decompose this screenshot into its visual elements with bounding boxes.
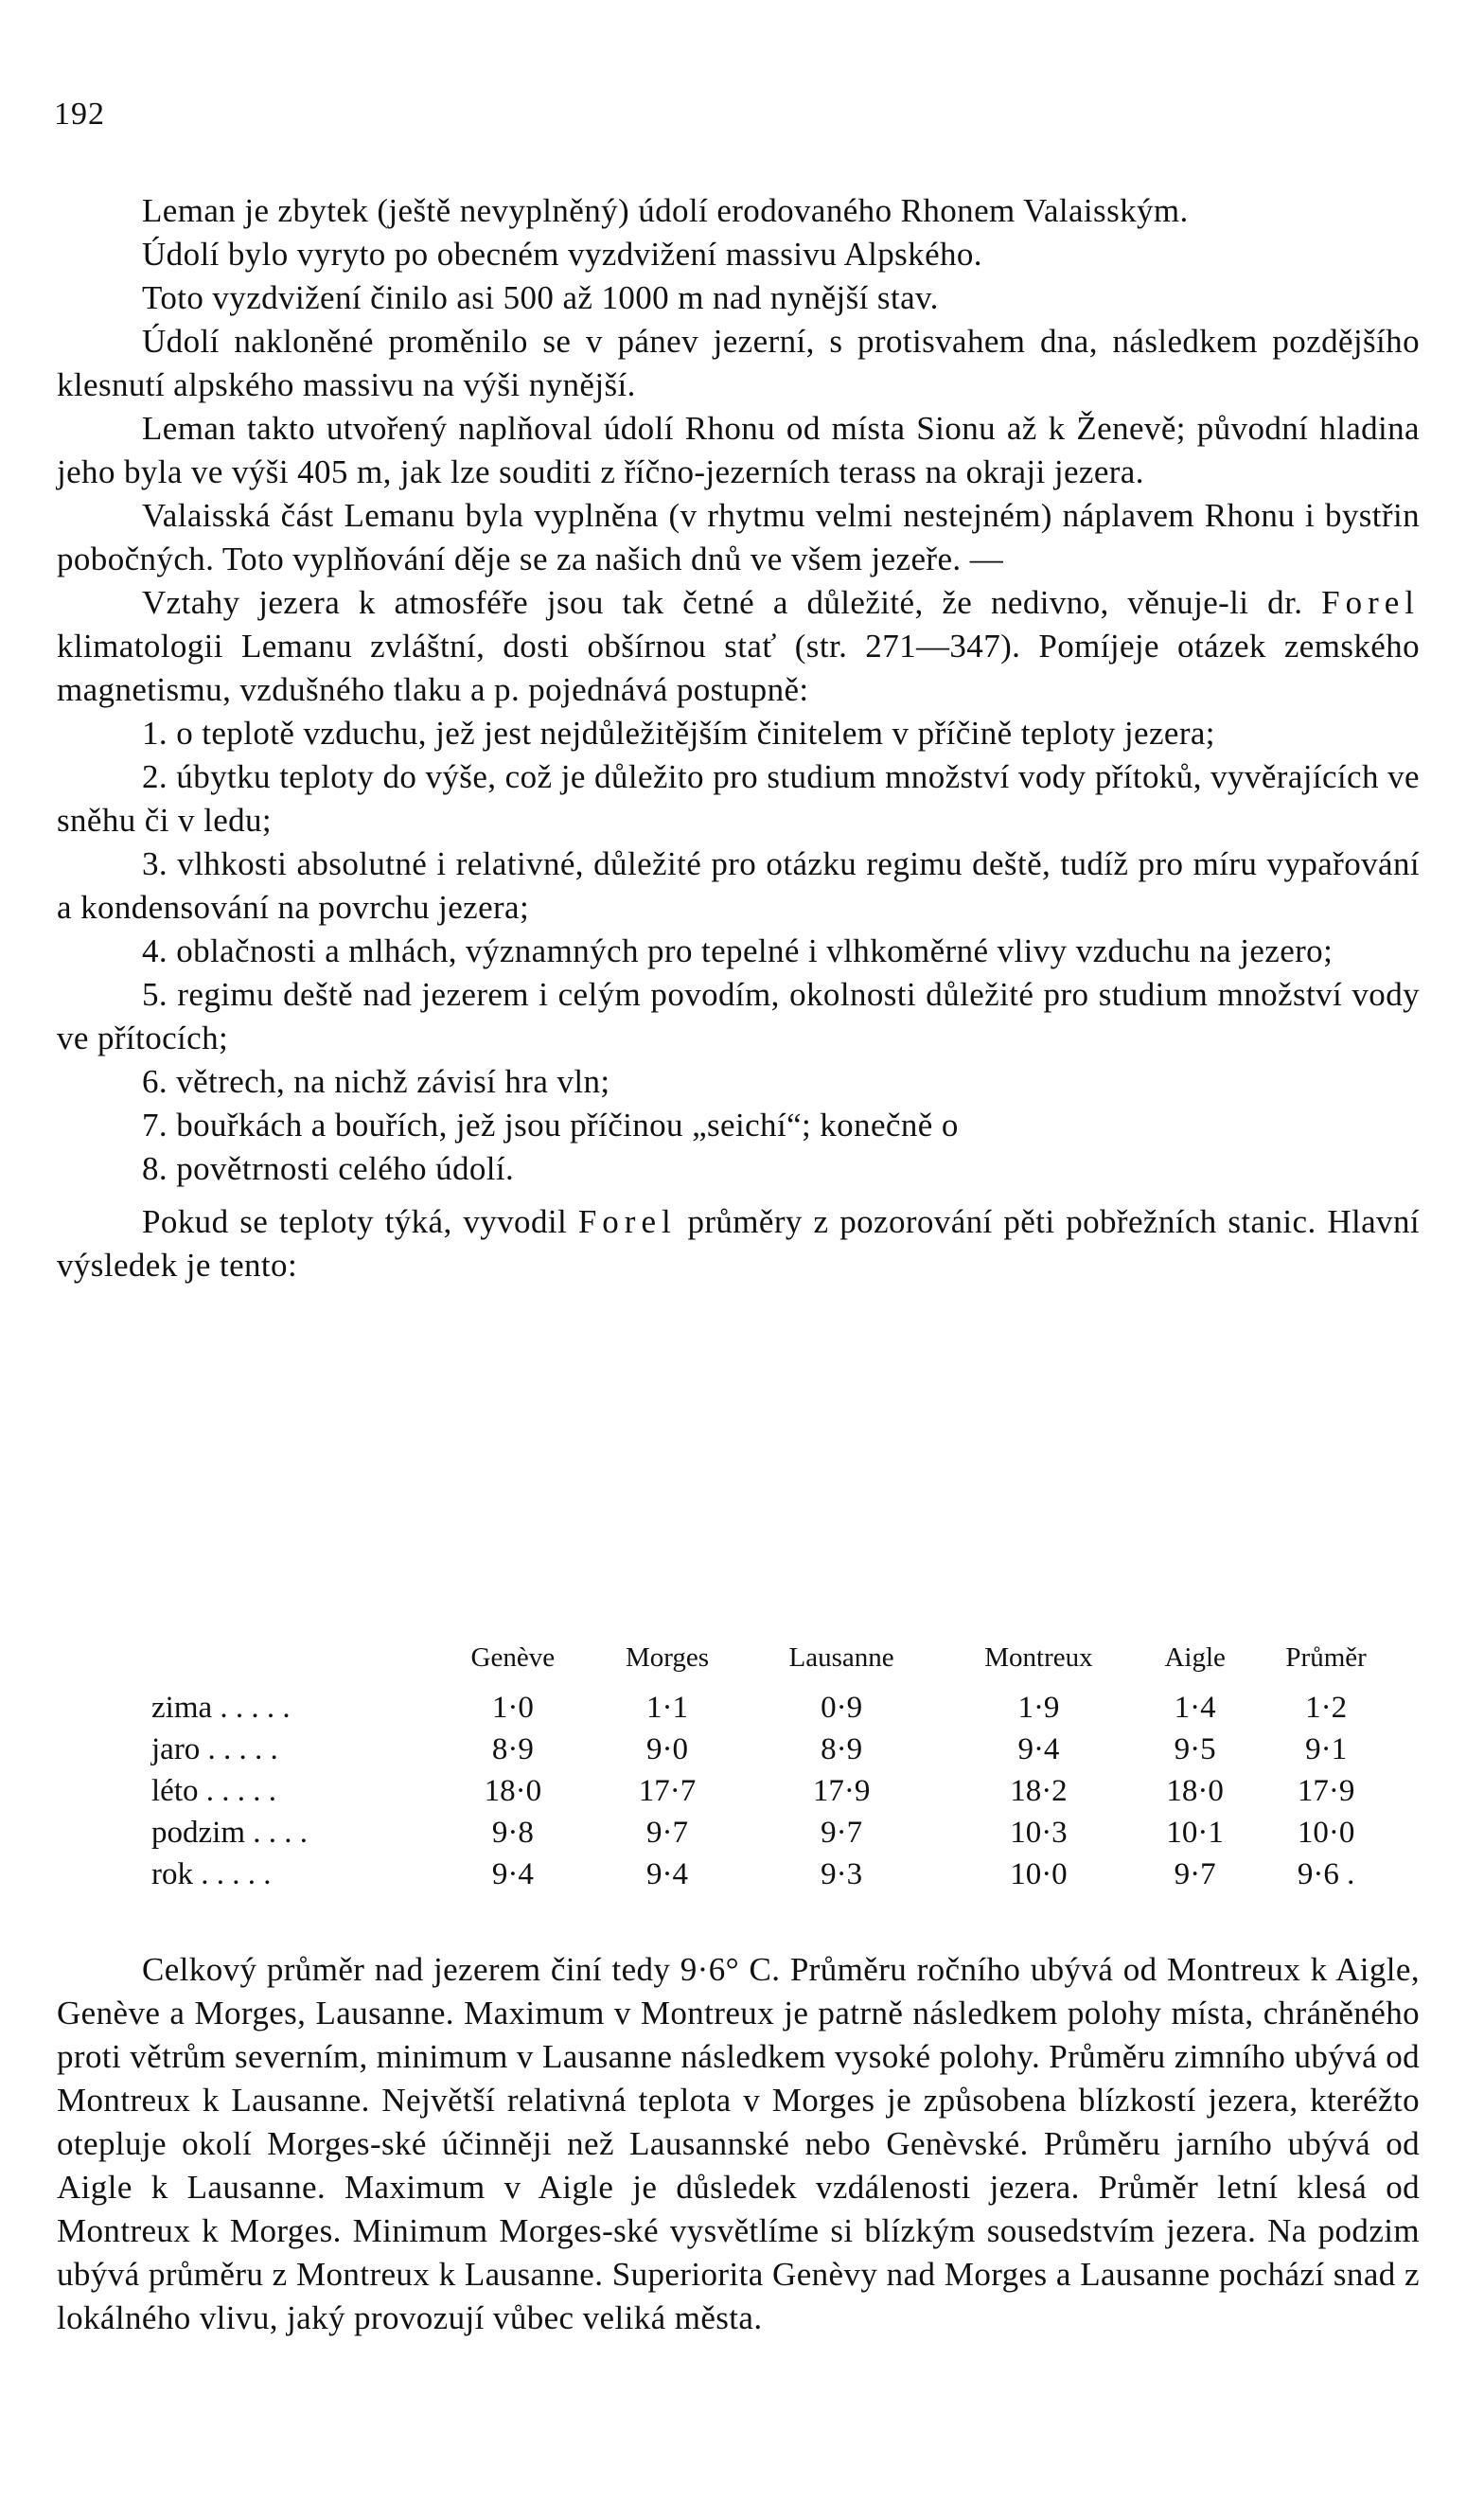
table-cell: 9·7 <box>821 1815 863 1850</box>
table-cell: 18·2 <box>1010 1773 1068 1808</box>
author-name: Forel <box>577 1203 677 1240</box>
list-item: 4. oblačnosti a mlhách, významných pro tepelné i vlhkoměrné vlivy vzduchu na jezero; <box>142 932 1334 969</box>
paragraph-text: klimatologii Lemanu zvláštní, dosti obšírnou stať (str. 271—347). Pomíjeje otázek zemského magnetismu, vzdušného tlaku a p. pojednává postupně: <box>57 628 1420 708</box>
column-header: Genève <box>470 1642 556 1673</box>
table-cell: 10·3 <box>1010 1815 1068 1850</box>
table-row <box>151 1854 1401 1895</box>
table-cell: 9·4 <box>646 1856 689 1891</box>
table-cell: 1·4 <box>1174 1690 1216 1725</box>
table-header-row <box>151 1642 1401 1687</box>
table-cell: 17·9 <box>812 1773 871 1808</box>
column-header: Lausanne <box>788 1642 894 1673</box>
column-header: Montreux <box>984 1642 1093 1673</box>
table-cell: 8·9 <box>821 1731 863 1766</box>
table-cell: 10·1 <box>1166 1815 1224 1850</box>
table-row <box>151 1812 1401 1854</box>
table-cell: 9·6 . <box>1297 1856 1355 1891</box>
table-cell: 9·0 <box>646 1731 689 1766</box>
table-cell: 10·0 <box>1010 1856 1068 1891</box>
list-item: 6. větrech, na nichž závisí hra vln; <box>142 1063 610 1100</box>
list-item: 1. o teplotě vzduchu, jež jest nejdůležitějším činitelem v příčině teploty jezera; <box>142 715 1215 752</box>
column-header: Morges <box>626 1642 710 1673</box>
paragraph: Leman je zbytek (ještě nevyplněný) údolí erodovaného Rhonem Valaisským. <box>142 192 1189 229</box>
table-cell: 9·1 <box>1305 1731 1348 1766</box>
paragraph: Údolí nakloněné proměnilo se v pánev jezerní, s protisvahem dna, následkem pozdějšího klesnutí alpského massivu na výši nynější. <box>57 323 1420 403</box>
temperature-table-grid <box>151 1642 1401 1895</box>
table-cell: 0·9 <box>821 1690 863 1725</box>
paragraph-text: průměry z pozorování pěti pobřežních stanic. Hlavní výsledek je tento: <box>57 1203 1420 1284</box>
table-cell: 17·7 <box>638 1773 697 1808</box>
table-cell: 1·9 <box>1017 1690 1060 1725</box>
temperature-table <box>151 1642 1401 1895</box>
list-item: 8. povětrnosti celého údolí. <box>142 1150 515 1187</box>
table-row <box>151 1687 1401 1729</box>
table-cell: 1·0 <box>491 1690 534 1725</box>
list-item: 2. úbytku teploty do výše, což je důležito pro studium množství vody přítoků, vyvěrajících ve sněhu či v ledu; <box>57 758 1420 839</box>
table-cell: 1·2 <box>1305 1690 1348 1725</box>
table-row <box>151 1770 1401 1812</box>
table-cell: 9·3 <box>821 1856 863 1891</box>
list-item: 5. regimu deště nad jezerem i celým povodím, okolnosti důležité pro studium množství vody ve přítocích; <box>57 976 1420 1056</box>
paragraph-text: Pokud se teploty týká, vyvodil <box>142 1203 568 1240</box>
list-item: 3. vlhkosti absolutné i relativné, důležité pro otázku regimu deště, tudíž pro míru vypařování a kondensování na povrchu jezera; <box>57 845 1420 926</box>
table-cell: 10·0 <box>1297 1815 1355 1850</box>
body-text <box>57 189 1420 1287</box>
row-label: léto . . . . . <box>151 1773 276 1808</box>
table-cell: 18·0 <box>484 1773 542 1808</box>
table-cell: 9·4 <box>1017 1731 1060 1766</box>
page-number: 192 <box>54 97 105 132</box>
column-header: Aigle <box>1164 1642 1226 1673</box>
paragraph: Údolí bylo vyryto po obecném vyzdvižení massivu Alpského. <box>142 236 982 273</box>
list-item: 7. bouřkách a bouřích, jež jsou příčinou „seichí“; konečně o <box>142 1107 959 1144</box>
paragraph: Toto vyzdvižení činilo asi 500 až 1000 m nad nynější stav. <box>142 279 939 316</box>
paragraph: Valaisská část Lemanu byla vyplněna (v rhytmu velmi nestejném) náplavem Rhonu i bystřin pobočných. Toto vyplňování děje se za našich dnů ve všem jezeře. — <box>57 497 1420 577</box>
row-label: zima . . . . . <box>151 1690 291 1725</box>
column-header: Průměr <box>1285 1642 1367 1673</box>
table-cell: 9·7 <box>646 1815 689 1850</box>
table-row <box>151 1729 1401 1770</box>
closing-section <box>57 1948 1420 2340</box>
paragraph-text: Vztahy jezera k atmosféře jsou tak četné a důležité, že nedivno, věnuje-li dr. <box>142 584 1303 621</box>
table-cell: 1·1 <box>646 1690 689 1725</box>
table-cell: 17·9 <box>1297 1773 1355 1808</box>
table-intro <box>57 1200 1420 1287</box>
table-cell: 8·9 <box>491 1731 534 1766</box>
author-name: Forel <box>1321 584 1420 621</box>
row-label: rok . . . . . <box>151 1856 272 1891</box>
corner-cell <box>151 1642 435 1687</box>
row-label: jaro . . . . . <box>151 1731 278 1766</box>
table-cell: 18·0 <box>1166 1773 1224 1808</box>
closing-paragraph: Celkový průměr nad jezerem činí tedy 9·6° C. Průměru ročního ubývá od Montreux k Aigle, Genève a Morges, Lausanne. Maximum v Montreux je patrně následkem polohy místa, chráněného proti větrům severním, minimum v Lausanne následkem vysoké polohy. Průměru zimního ubývá od Montreux k Lausanne. Největší relativná teplota v Morges je způsobena blízkostí jezera, kteréžto otepluje okolí Morges-ské účinněji než Lausannské nebo Genèvské. Průměru jarního ubývá od Aigle k Lausanne. Maximum v Aigle je důsledek vzdálenosti jezera. Průměr letní klesá od Montreux k Morges. Minimum Morges-ské vysvětlíme si blízkým sousedstvím jezera. Na podzim ubývá průměru z Montreux k Lausanne. Superiorita Genèvy nad Morges a Lausanne pochází snad z lokálného vlivu, jaký provozují vůbec veliká města. <box>57 1951 1420 2336</box>
row-label: podzim . . . . <box>151 1815 308 1850</box>
table-cell: 9·7 <box>1174 1856 1216 1891</box>
table-cell: 9·8 <box>491 1815 534 1850</box>
paragraph: Leman takto utvořený naplňoval údolí Rhonu od místa Sionu až k Ženevě; původní hladina jeho byla ve výši 405 m, jak lze souditi z říčno-jezerních terass na okraji jezera. <box>57 410 1420 490</box>
paragraph-forel <box>57 581 1420 712</box>
table-cell: 9·5 <box>1174 1731 1216 1766</box>
table-cell: 9·4 <box>491 1856 534 1891</box>
